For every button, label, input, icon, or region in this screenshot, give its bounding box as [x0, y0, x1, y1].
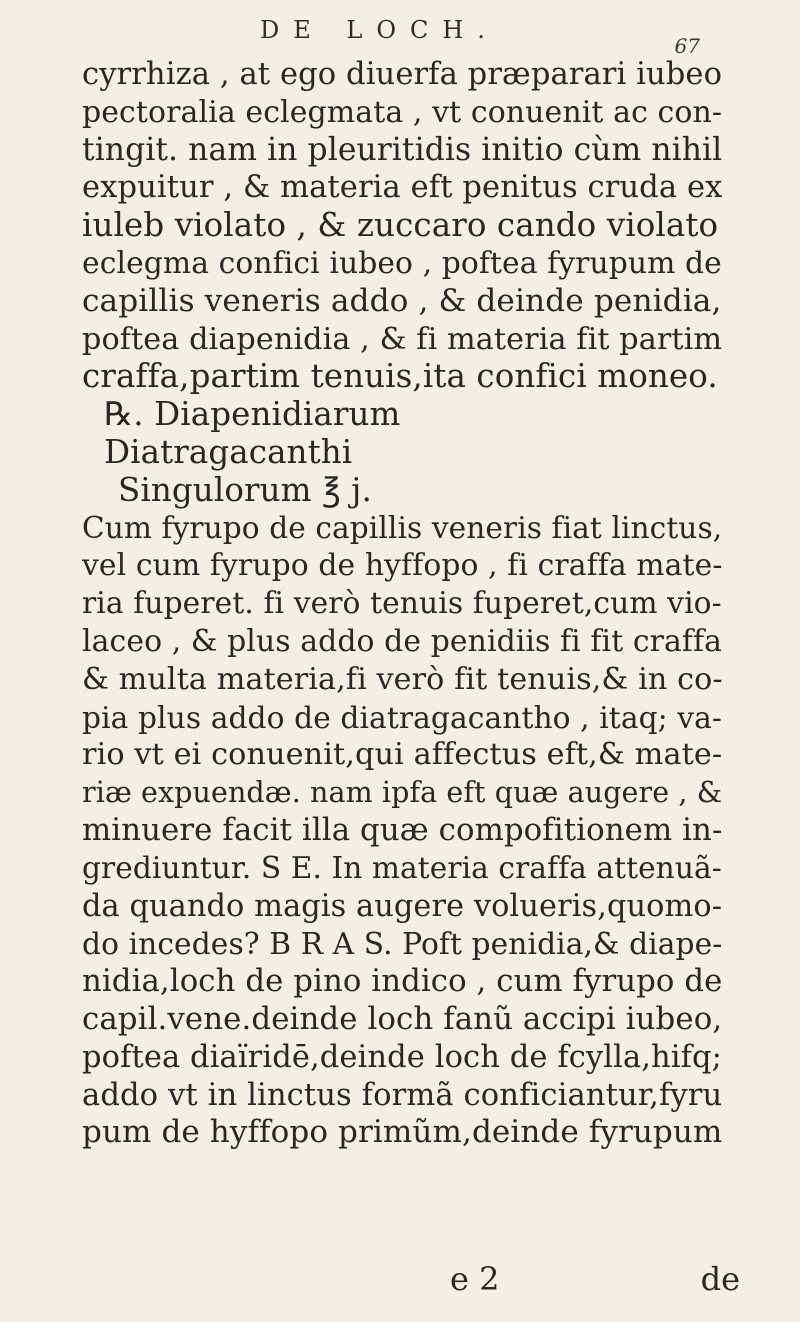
page-number: 67 [674, 34, 700, 58]
text-line: capillis veneris addo , & deinde penidia, [82, 282, 722, 319]
text-line: minuere facit illa quæ compofitionem in- [82, 811, 723, 848]
text-line: vel cum fyrupo de hyffopo , fi craffa mate- [82, 548, 723, 584]
text-line: do incedes? B R A S. Poft penidia,& diape- [82, 926, 723, 962]
text-line: expuitur , & materia eft penitus cruda ex [82, 170, 723, 206]
text-line: nidia,loch de pino indico , cum fyrupo de [82, 963, 723, 1000]
text-line: poftea diaïridē,deinde loch de fcylla,hifq; [82, 1039, 723, 1075]
text-line: pum de hyffopo primũm,deinde fyrupum [82, 1114, 723, 1151]
text-line: capil.vene.deinde loch fanũ accipi iubeo, [82, 1000, 723, 1037]
text-line: eclegma confici iubeo , poftea fyrupum de [82, 245, 722, 281]
running-head: DE LOCH. [260, 16, 499, 44]
text-line: & multa materia,fi verò fit tenuis,& in co- [82, 661, 723, 697]
recipe-line: Diatragacanthi [104, 432, 353, 471]
text-line: Cum fyrupo de capillis veneris fiat linctus, [82, 510, 723, 545]
text-line: craffa,partim tenuis,ita confici moneo. [82, 357, 718, 396]
text-line: addo vt in linctus formã conficiantur,fyru [82, 1077, 723, 1113]
text-line: riæ expuendæ. nam ipfa eft quæ augere , & [82, 776, 723, 810]
text-line: cyrrhiza , at ego diuerfa præparari iubeo [82, 57, 723, 92]
body-text [82, 56, 722, 1152]
text-line: rio vt ei conuenit,qui affectus eft,& mate- [82, 737, 723, 773]
text-line: tingit. nam in pleuritidis initio cùm nihil [82, 131, 723, 168]
text-line: poftea diapenidia , & fi materia fit partim [82, 321, 723, 357]
text-line: iuleb violato , & zuccaro cando violato [82, 206, 719, 245]
text-line: ria fuperet. fi verò tenuis fuperet,cum vio- [82, 586, 722, 622]
recipe-line: ℞. Diapenidiarum [104, 395, 401, 434]
signature-mark: e 2 [450, 1260, 500, 1298]
text-line: pia plus addo de diatragacantho , itaq; va- [82, 699, 723, 735]
text-line: da quando magis augere volueris,quomo- [82, 888, 723, 924]
text-line: grediuntur. S E. In materia craffa attenuã- [82, 850, 722, 885]
recipe-line: Singulorum ℥ j. [118, 470, 372, 509]
text-line: pectoralia eclegmata , vt conuenit ac con- [82, 94, 723, 130]
text-line: laceo , & plus addo de penidiis fi fit craffa [82, 623, 723, 659]
page-footer [450, 1260, 740, 1298]
catchword: de [700, 1260, 740, 1298]
